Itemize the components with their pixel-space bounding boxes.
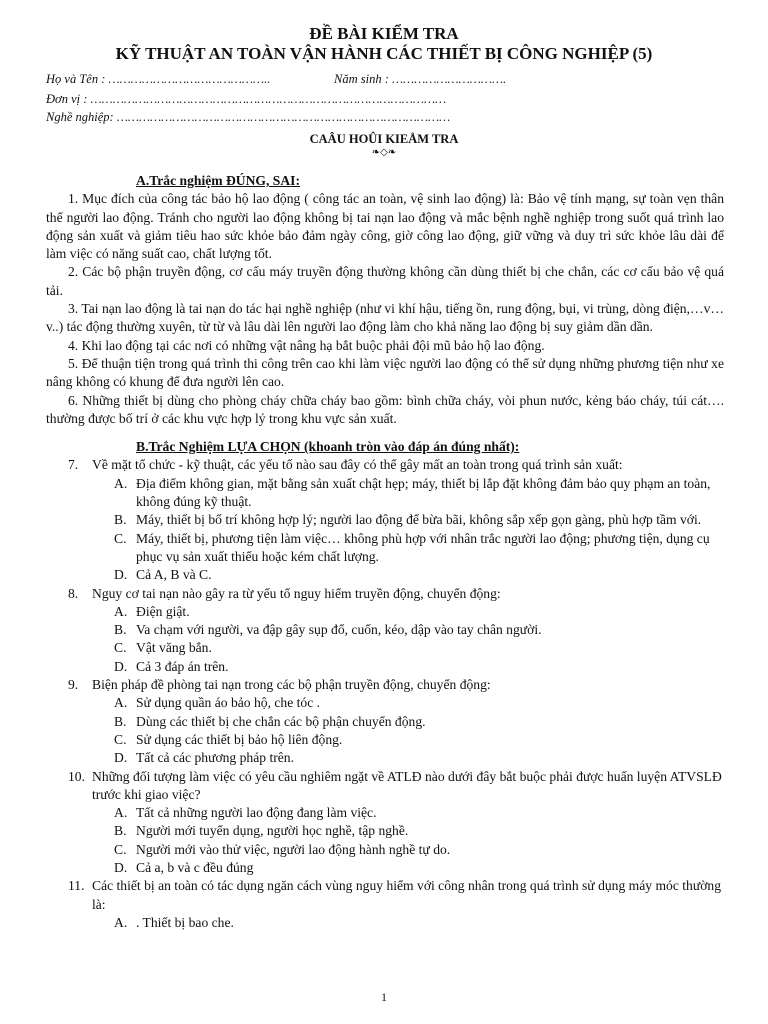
true-false-item: 5. Để thuận tiện trong quá trình thi công trên cao khi làm việc người lao động có thể sử dụng những phương tiện như xe nâng không có khung để đưa người lên cao. xyxy=(46,355,724,390)
question xyxy=(68,585,724,603)
answer-option[interactable]: D. Cả 3 đáp án trên. xyxy=(114,658,229,674)
answer-option[interactable]: D. Cả a, b và c đều đúng xyxy=(114,859,254,875)
question xyxy=(68,456,724,474)
question xyxy=(68,676,724,694)
true-false-item: 4. Khi lao động tại các nơi có những vật nâng hạ bắt buộc phải đội mũ bảo hộ lao động. xyxy=(68,337,545,353)
birth-year-field: Năm sinh : …………………………. xyxy=(334,72,507,86)
answer-option[interactable]: D. Cả A, B và C. xyxy=(114,567,212,583)
name-field: Họ và Tên : …………………………………….. xyxy=(46,72,271,86)
question-text: Những đối tượng làm việc có yêu cầu nghiêm ngặt về ATLĐ nào dưới đây bắt buộc phải được huấn luyện ATVSLĐ trước khi giao việc? xyxy=(92,768,722,802)
section-a-heading: A.Trắc nghiệm ĐÚNG, SAI: xyxy=(136,173,301,188)
true-false-item: 2. Các bộ phận truyền động, cơ cấu máy truyền động thường không cần dùng thiết bị che chắn, các cơ cấu bảo vệ quá tải. xyxy=(46,264,724,298)
answer-option[interactable]: D. Tất cả các phương pháp trên. xyxy=(114,750,294,766)
page-number: 1 xyxy=(381,990,387,1004)
answer-option[interactable]: A. Địa điểm không gian, mặt bằng sản xuất chật hẹp; máy, thiết bị lắp đặt không đảm bảo quy phạm an toàn, không đúng kỹ thuật. xyxy=(114,475,711,510)
question-text: Nguy cơ tai nạn nào gây ra từ yếu tố nguy hiểm truyền động, chuyển động: xyxy=(92,585,501,601)
section-b-heading: B.Trắc Nghiệm LỰA CHỌN (khoanh tròn vào đáp án đúng nhất): xyxy=(136,439,520,455)
answer-option[interactable]: A. Tất cả những người lao động đang làm việc. xyxy=(114,805,377,821)
question-number: 9. xyxy=(68,677,79,693)
true-false-item: 1. Mục đích của công tác bảo hộ lao động ( công tác an toàn, vệ sinh lao động) là: Bảo vệ tính mạng, sự toàn vẹn thân thể người lao động. Tránh cho người lao động không bị tai nạn lao động và mắc bệnh nghề nghiệp trong suốt quá trình lao động sản xuất và giảm tiêu hao sức khỏe bảo đảm ngày công, giờ công lao động, giữ vững và duy trì sức khỏe lâu dài để làm việc có năng suất cao, chất lượng tốt. xyxy=(46,191,724,262)
answer-option[interactable]: B. Máy, thiết bị bố trí không hợp lý; người lao động để bừa bãi, không sắp xếp gọn gàng, phù hợp tầm với. xyxy=(114,512,702,528)
answer-option[interactable]: C. Vật văng bắn. xyxy=(114,640,212,656)
answer-option[interactable]: A. . Thiết bị bao che. xyxy=(114,914,234,930)
answer-option[interactable]: B. Dùng các thiết bị che chắn các bộ phận chuyển động. xyxy=(114,713,426,729)
job-field: Nghề nghiệp: ……………………………………………………………………………… xyxy=(46,110,451,124)
answer-option[interactable]: B. Người mới tuyển dụng, người học nghề, tập nghề. xyxy=(114,823,409,839)
document-body xyxy=(46,172,724,932)
unit-field: Đơn vị : …………………………………………………………………………………… xyxy=(46,92,447,106)
question xyxy=(68,768,724,805)
question-text: Biện pháp đề phòng tai nạn trong các bộ phận truyền động, chuyển động: xyxy=(92,677,491,693)
answer-option[interactable]: B. Va chạm với người, va đập gây sụp đổ, cuốn, kéo, dập vào tay chân người. xyxy=(114,622,542,638)
answer-option[interactable]: A. Điện giật. xyxy=(114,603,190,619)
ornament-divider: ❧◇❧ xyxy=(371,147,397,158)
question xyxy=(68,877,724,914)
document-subtitle: KỸ THUẬT AN TOÀN VẬN HÀNH CÁC THIẾT BỊ CÔNG NGHIỆP (5) xyxy=(115,44,653,63)
question-text: Về mặt tổ chức - kỹ thuật, các yếu tố nào sau đây có thể gây mất an toàn trong quá trình sản xuất: xyxy=(92,457,623,473)
question-number: 10. xyxy=(68,768,85,784)
question-number: 7. xyxy=(68,457,79,473)
question-number: 11. xyxy=(68,878,85,894)
true-false-item: 6. Những thiết bị dùng cho phòng cháy chữa cháy bao gồm: bình chữa cháy, vòi phun nước, kẻng báo cháy, túi cát…. thường được bố trí ở các khu vực hợp lý trong khu vực sản xuất. xyxy=(46,392,724,426)
answer-option[interactable]: C. Máy, thiết bị, phương tiện làm việc… không phù hợp với nhân trắc người lao động; phương tiện, dụng cụ phục vụ sản xuất thiếu hoặc kém chất lượng. xyxy=(114,530,710,564)
answer-option[interactable]: C. Người mới vào thử việc, người lao động hành nghề tự do. xyxy=(114,841,451,857)
document-title: ĐỀ BÀI KIỂM TRA xyxy=(309,24,459,43)
questions-heading: CAÂU HOÛI KIEÅM TRA xyxy=(309,132,459,146)
answer-option[interactable]: C. Sử dụng các thiết bị bảo hộ liên động. xyxy=(114,731,343,747)
answer-option[interactable]: A. Sử dụng quần áo bảo hộ, che tóc . xyxy=(114,695,321,711)
question-text: Các thiết bị an toàn có tác dụng ngăn cách vùng nguy hiểm với công nhân trong quá trình sử dụng máy móc thường là: xyxy=(92,878,721,912)
true-false-item: 3. Tai nạn lao động là tai nạn do tác hại nghề nghiệp (như vi khí hậu, tiếng ồn, rung động, bụi, vi trùng, dòng điện,…v…v..) tác động thường xuyên, từ từ và lâu dài lên người lao động làm cho khả năng lao động bị suy giảm dần dần. xyxy=(46,301,724,335)
question-number: 8. xyxy=(68,585,79,601)
